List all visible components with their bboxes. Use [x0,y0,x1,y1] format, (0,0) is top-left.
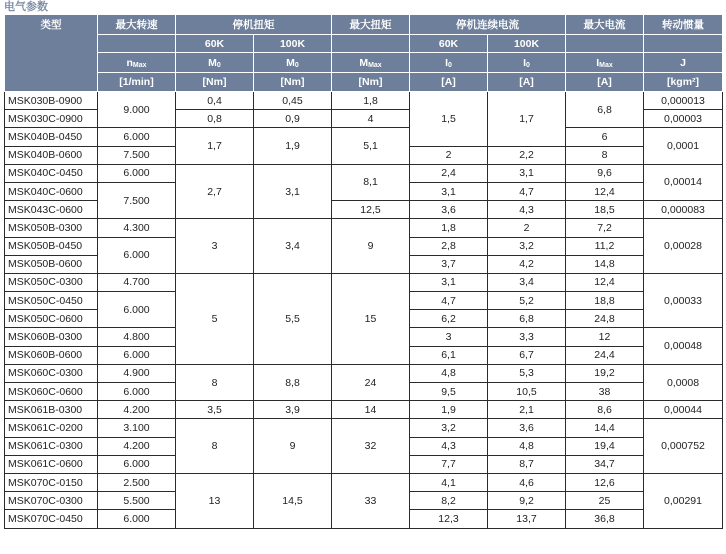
cell-max-current: 7,2 [566,219,644,237]
symbol-m-max: $M_{Max}$ [332,53,410,73]
cell-current-100k: 3,6 [488,419,566,437]
cell-current-60k: 4,1 [410,473,488,491]
cell-current-60k: 6,1 [410,346,488,364]
cell-current-100k: 6,8 [488,310,566,328]
cell-current-100k: 4,7 [488,182,566,200]
cell-max-torque: 4 [332,110,410,128]
cell-inertia: 0,0001 [644,128,723,164]
cell-inertia: 0,00028 [644,219,723,274]
unit-max-current: [A] [566,73,644,92]
unit-speed: [1/min] [98,73,176,92]
cell-torque-100k: 9 [254,419,332,474]
cell-max-speed: 4.200 [98,401,176,419]
cell-max-torque: 8,1 [332,164,410,200]
cell-type: MSK060B-0300 [5,328,98,346]
cell-current-100k: 8,7 [488,455,566,473]
cell-max-current: 6,8 [566,92,644,128]
cell-max-current: 14,4 [566,419,644,437]
cell-current-60k: 4,3 [410,437,488,455]
cell-max-current: 12 [566,328,644,346]
cell-torque-60k: 1,7 [176,128,254,164]
cell-torque-100k: 14,5 [254,473,332,528]
cell-max-speed: 7.500 [98,146,176,164]
cell-max-current: 9,6 [566,164,644,182]
cell-max-current: 12,4 [566,273,644,291]
cell-type: MSK040B-0600 [5,146,98,164]
cell-torque-60k: 8 [176,364,254,400]
cell-type: MSK040C-0600 [5,182,98,200]
cell-type: MSK030B-0900 [5,92,98,110]
table-row [5,473,723,491]
cell-max-speed: 6.000 [98,346,176,364]
cell-torque-100k: 3,9 [254,401,332,419]
cell-current-60k: 4,8 [410,364,488,382]
cell-current-60k: 3,2 [410,419,488,437]
cell-current-100k: 3,2 [488,237,566,255]
cell-max-current: 24,4 [566,346,644,364]
cell-current-60k: 1,9 [410,401,488,419]
cell-torque-100k: 5,5 [254,273,332,364]
cell-torque-60k: 3,5 [176,401,254,419]
cell-type: MSK061C-0300 [5,437,98,455]
cell-current-100k: 4,8 [488,437,566,455]
cell-current-100k: 6,7 [488,346,566,364]
cell-inertia: 0,000013 [644,92,723,110]
cell-torque-100k: 1,9 [254,128,332,164]
cell-type: MSK050B-0600 [5,255,98,273]
cell-current-100k: 3,4 [488,273,566,291]
cell-max-torque: 24 [332,364,410,400]
cell-current-60k: 1,8 [410,219,488,237]
symbol-n-max: $n_{Max}$ [98,53,176,73]
cell-max-speed: 2.500 [98,473,176,491]
cell-torque-100k: 0,45 [254,92,332,110]
cell-current-60k: 2 [410,146,488,164]
header-100k-current: 100K [488,35,566,53]
unit-current-60k: [A] [410,73,488,92]
cell-current-100k: 5,2 [488,292,566,310]
cell-inertia: 0,00003 [644,110,723,128]
cell-type: MSK050C-0300 [5,273,98,291]
cell-max-speed: 4.700 [98,273,176,291]
cell-type: MSK070C-0450 [5,510,98,528]
cell-torque-60k: 0,8 [176,110,254,128]
cell-type: MSK061C-0200 [5,419,98,437]
cell-current-60k: 9,5 [410,383,488,401]
electrical-parameters-table [4,14,723,529]
unit-current-100k: [A] [488,73,566,92]
cell-current-60k: 8,2 [410,492,488,510]
symbol-m0-100k: $M_0$ [254,53,332,73]
cell-inertia: 0,00014 [644,164,723,200]
unit-max-torque: [Nm] [332,73,410,92]
cell-max-speed: 6.000 [98,383,176,401]
cell-type: MSK061B-0300 [5,401,98,419]
cell-current-100k: 3,3 [488,328,566,346]
cell-max-speed: 6.000 [98,292,176,328]
table-row [5,128,723,146]
header-stall-current: 停机连续电流 [410,15,566,35]
header-type: 类型 [5,15,98,92]
cell-type: MSK030C-0900 [5,110,98,128]
cell-max-speed: 4.800 [98,328,176,346]
cell-max-current: 19,2 [566,364,644,382]
table-row [5,164,723,182]
unit-inertia: [kgm²] [644,73,723,92]
cell-current-100k: 5,3 [488,364,566,382]
cell-torque-100k: 3,4 [254,219,332,274]
cell-current-60k: 3,7 [410,255,488,273]
table-row [5,401,723,419]
cell-inertia: 0,00048 [644,328,723,364]
header-60k-torque: 60K [176,35,254,53]
cell-current-60k: 4,7 [410,292,488,310]
header-inertia: 转动惯量 [644,15,723,35]
cell-max-speed: 6.000 [98,455,176,473]
cell-max-torque: 1,8 [332,92,410,110]
cell-current-60k: 1,5 [410,92,488,147]
cell-max-torque: 32 [332,419,410,474]
cell-max-speed: 6.000 [98,510,176,528]
cell-max-current: 18,8 [566,292,644,310]
cell-current-60k: 2,8 [410,237,488,255]
cell-type: MSK043C-0600 [5,201,98,219]
cell-max-current: 11,2 [566,237,644,255]
header-max-torque: 最大扭矩 [332,15,410,35]
cell-max-speed: 4.300 [98,219,176,237]
cell-current-100k: 9,2 [488,492,566,510]
cell-max-torque: 9 [332,219,410,274]
table-row [5,92,723,110]
cell-max-current: 12,4 [566,182,644,200]
cell-current-100k: 4,6 [488,473,566,491]
cell-inertia: 0,0008 [644,364,723,400]
cell-max-current: 24,8 [566,310,644,328]
cell-current-60k: 3,1 [410,273,488,291]
header-100k-torque: 100K [254,35,332,53]
cell-max-speed: 9.000 [98,92,176,128]
cell-current-60k: 3,6 [410,201,488,219]
cell-type: MSK061C-0600 [5,455,98,473]
cell-current-100k: 1,7 [488,92,566,147]
cell-type: MSK070C-0300 [5,492,98,510]
cell-current-100k: 4,2 [488,255,566,273]
unit-torque-60k: [Nm] [176,73,254,92]
cell-max-speed: 6.000 [98,128,176,146]
cell-max-current: 36,8 [566,510,644,528]
cell-max-speed: 6.000 [98,237,176,273]
cell-inertia: 0,00044 [644,401,723,419]
cell-inertia: 0,000752 [644,419,723,474]
section-title: 电气参数 [4,1,48,13]
cell-max-current: 14,8 [566,255,644,273]
cell-current-100k: 3,1 [488,164,566,182]
cell-max-speed: 6.000 [98,164,176,182]
cell-type: MSK050B-0450 [5,237,98,255]
cell-torque-100k: 0,9 [254,110,332,128]
cell-current-60k: 3,1 [410,182,488,200]
cell-max-speed: 7.500 [98,182,176,218]
cell-max-current: 12,6 [566,473,644,491]
cell-type: MSK060C-0600 [5,383,98,401]
cell-current-100k: 4,3 [488,201,566,219]
header-stall-torque: 停机扭矩 [176,15,332,35]
cell-type: MSK050C-0450 [5,292,98,310]
cell-max-speed: 3.100 [98,419,176,437]
cell-current-60k: 12,3 [410,510,488,528]
cell-max-current: 8,6 [566,401,644,419]
cell-max-current: 19,4 [566,437,644,455]
cell-max-current: 25 [566,492,644,510]
cell-max-current: 34,7 [566,455,644,473]
cell-max-current: 6 [566,128,644,146]
cell-current-100k: 2,2 [488,146,566,164]
symbol-j: J [644,53,723,73]
cell-current-100k: 13,7 [488,510,566,528]
cell-current-60k: 7,7 [410,455,488,473]
cell-type: MSK040B-0450 [5,128,98,146]
cell-torque-60k: 8 [176,419,254,474]
cell-type: MSK050B-0300 [5,219,98,237]
unit-torque-100k: [Nm] [254,73,332,92]
table-row [5,273,723,291]
cell-torque-60k: 3 [176,219,254,274]
cell-max-torque: 14 [332,401,410,419]
cell-torque-100k: 8,8 [254,364,332,400]
symbol-m0-60k: $M_0$ [176,53,254,73]
cell-inertia: 0,000083 [644,201,723,219]
cell-torque-60k: 2,7 [176,164,254,219]
cell-torque-60k: 13 [176,473,254,528]
symbol-i-max: $I_{Max}$ [566,53,644,73]
symbol-i0-60k: $I_0$ [410,53,488,73]
cell-max-speed: 4.900 [98,364,176,382]
cell-max-current: 8 [566,146,644,164]
cell-current-60k: 2,4 [410,164,488,182]
cell-current-100k: 2 [488,219,566,237]
table-row [5,219,723,237]
cell-max-torque: 12,5 [332,201,410,219]
cell-max-speed: 4.200 [98,437,176,455]
cell-torque-60k: 0,4 [176,92,254,110]
cell-current-100k: 2,1 [488,401,566,419]
cell-max-current: 38 [566,383,644,401]
cell-max-torque: 5,1 [332,128,410,164]
cell-inertia: 0,00291 [644,473,723,528]
header-max-current: 最大电流 [566,15,644,35]
table-row [5,419,723,437]
symbol-i0-100k: $I_0$ [488,53,566,73]
cell-torque-60k: 5 [176,273,254,364]
cell-current-100k: 10,5 [488,383,566,401]
cell-type: MSK060C-0300 [5,364,98,382]
cell-torque-100k: 3,1 [254,164,332,219]
cell-type: MSK040C-0450 [5,164,98,182]
cell-type: MSK060B-0600 [5,346,98,364]
table-row [5,364,723,382]
cell-max-torque: 33 [332,473,410,528]
cell-max-speed: 5.500 [98,492,176,510]
cell-max-current: 18,5 [566,201,644,219]
cell-inertia: 0,00033 [644,273,723,328]
header-max-speed: 最大转速 [98,15,176,35]
cell-current-60k: 6,2 [410,310,488,328]
cell-current-60k: 3 [410,328,488,346]
cell-type: MSK050C-0600 [5,310,98,328]
cell-type: MSK070C-0150 [5,473,98,491]
header-60k-current: 60K [410,35,488,53]
cell-max-torque: 15 [332,273,410,364]
